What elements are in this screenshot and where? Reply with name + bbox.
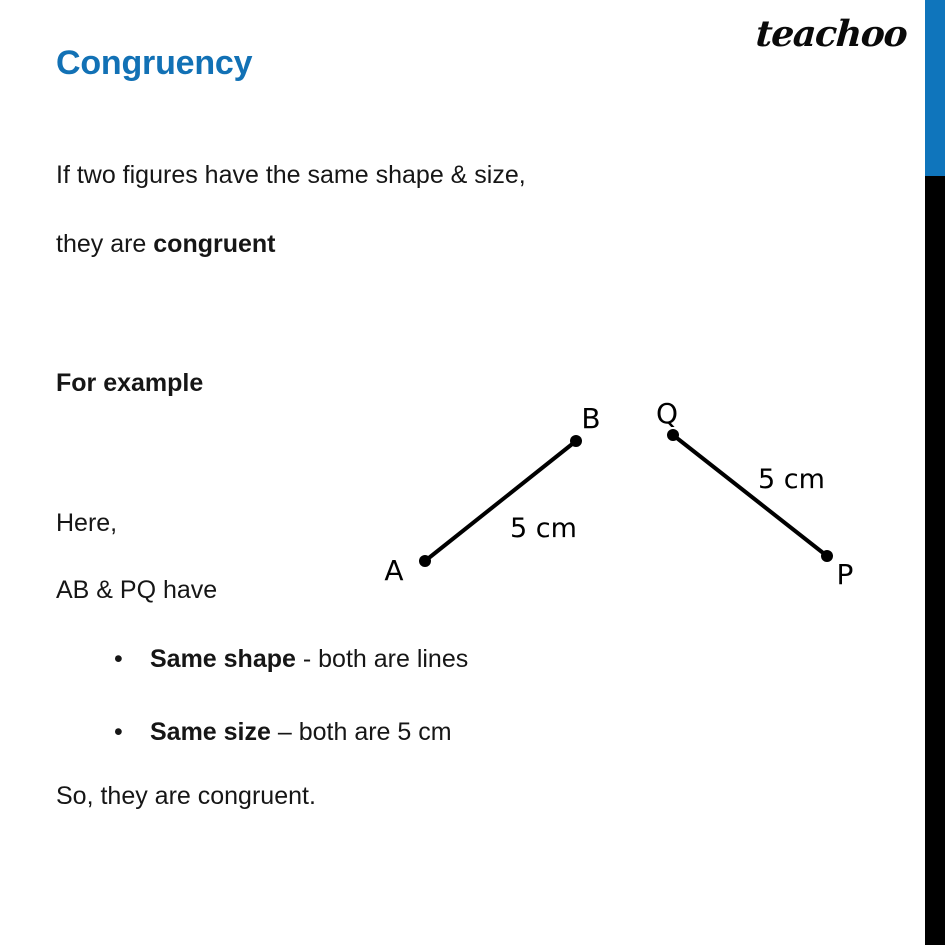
bullet-dot-icon: • <box>114 718 123 746</box>
here-label: Here, <box>56 509 118 537</box>
edge-bar-blue <box>925 0 945 176</box>
point-q-label: Q <box>655 397 679 430</box>
point-p-label: P <box>836 558 854 591</box>
teachoo-logo: teachoo <box>754 13 909 55</box>
bullet-0-bold: Same shape <box>150 645 296 673</box>
definition-line-2 <box>56 231 276 259</box>
definition-line-1: If two figures have the same shape & size, <box>56 161 526 189</box>
property-bullet-list <box>108 645 468 791</box>
list-item <box>108 718 468 747</box>
point-a-label: A <box>384 554 404 587</box>
conclusion-line: So, they are congruent. <box>56 782 316 810</box>
definition-line-2-prefix: they are <box>56 230 154 258</box>
segment-qp-line <box>673 435 827 556</box>
segment-qp-length-label: 5 cm <box>758 464 825 495</box>
congruent-keyword: congruent <box>153 230 276 258</box>
for-example-heading: For example <box>56 369 204 397</box>
point-b-dot <box>570 435 582 447</box>
point-p-dot <box>821 550 833 562</box>
geometry-diagram <box>380 390 900 605</box>
point-a-dot <box>419 555 431 567</box>
segment-ab-group <box>384 402 600 587</box>
list-item <box>108 645 468 674</box>
bullet-1-rest: – both are 5 cm <box>270 718 452 746</box>
segment-qp-group <box>656 397 853 591</box>
segment-ab-length-label: 5 cm <box>510 513 577 544</box>
edge-bar-black <box>925 176 945 945</box>
page-title: Congruency <box>56 44 253 82</box>
subjects-line: AB & PQ have <box>56 576 218 604</box>
point-b-label: B <box>581 402 601 435</box>
bullet-1-bold: Same size <box>150 718 271 746</box>
bullet-dot-icon: • <box>114 645 123 673</box>
bullet-0-rest: - both are lines <box>295 645 469 673</box>
point-q-dot <box>667 429 679 441</box>
